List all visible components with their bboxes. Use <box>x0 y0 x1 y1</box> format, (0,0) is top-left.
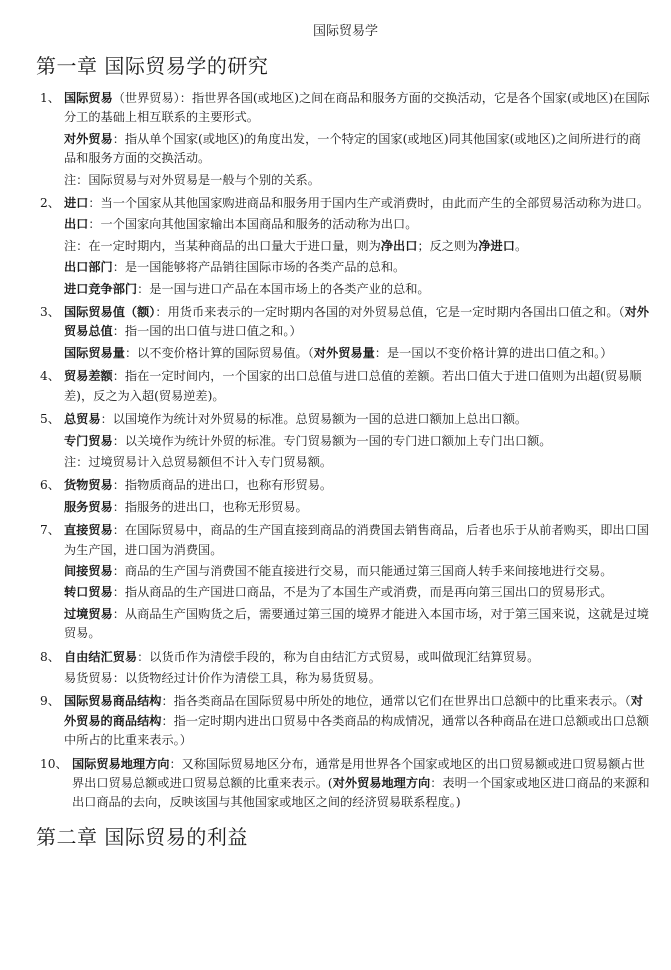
definition: ：又称国际贸易地区分布，通常是用世界各个国家或地区的出口贸易额或进口贸易额占世界出口贸易总额或进口贸易总额的比重来表示。( <box>72 756 645 790</box>
definition: ：是一国能够将产品销往国际市场的各类产品的总和。 <box>112 260 406 275</box>
definition: 易货贸易：以货物经过计价作为清偿工具，称为易货贸易。 <box>64 670 381 685</box>
entry-3 <box>40 303 651 363</box>
entry-number: 3、 <box>40 305 60 320</box>
term: 转口贸易 <box>64 585 113 600</box>
definition: ：表明一个国家或地区进口商品的来源和出口商品的去向，反映该国与其他国家或地区之间的经济贸易联系程度。) <box>72 776 650 810</box>
term: 服务贸易 <box>64 499 113 514</box>
entry-number: 8、 <box>40 649 60 664</box>
definition: ：从商品生产国购货之后，需要通过第三国的境界才能进入本国市场，对于第三国来说，这就是过境贸易。 <box>64 606 649 641</box>
term: 净出口 <box>380 238 418 253</box>
entry-number: 7、 <box>40 523 60 538</box>
running-header: 国际贸易学 <box>312 24 378 39</box>
term: 专门贸易 <box>64 433 113 448</box>
term: 过境贸易 <box>64 606 113 621</box>
note: ；反之则为 <box>417 238 479 253</box>
definition: ：指物质商品的进出口，也称有形贸易。 <box>112 478 333 493</box>
entry-4 <box>40 367 651 406</box>
term: 货物贸易 <box>64 478 113 493</box>
entry-number: 2、 <box>40 196 60 211</box>
entry-8 <box>40 648 651 689</box>
definition: ：指从商品的生产国进口商品，不是为了本国生产或消费，而是再向第三国出口的贸易形式。 <box>112 585 613 600</box>
term: 总贸易 <box>64 412 101 427</box>
definition: ：以不变价格计算的国际贸易值。（ <box>124 345 314 360</box>
entry-9 <box>40 692 651 750</box>
term: 自由结汇贸易 <box>64 649 138 664</box>
definition: ：以国境作为统计对外贸易的标准。总贸易额为一国的总进口额加上总出口额。 <box>100 412 528 427</box>
entry-10 <box>40 755 651 813</box>
note: 注：在一定时期内，当某种商品的出口量大于进口量，则为 <box>64 238 381 253</box>
entry-7 <box>40 521 651 643</box>
term: 对外贸易地理方向 <box>332 776 431 790</box>
term: 对外贸易的商品结构 <box>64 694 643 728</box>
definition: ：以货币作为清偿手段的，称为自由结汇方式贸易，或叫做现汇结算贸易。 <box>137 649 540 664</box>
definition: ：指在一定时间内，一个国家的出口总值与进口总值的差额。若出口值大于进口值则为出超(贸易顺差)，反之为入超(贸易逆差)。 <box>64 369 642 403</box>
entry-number: 10、 <box>40 756 68 771</box>
term: 国际贸易 <box>64 91 113 105</box>
definition: ：在国际贸易中，商品的生产国直接到商品的消费国去销售商品，后者也乐于从前者购买，即出口国为生产国，进口国为消费国。 <box>64 523 649 557</box>
entry-number: 9、 <box>40 694 60 709</box>
definition: ：以关境作为统计外贸的标准。专门贸易额为一国的专门进口额加上专门出口额。 <box>112 433 552 448</box>
definition: ：指各类商品在国际贸易中所处的地位，通常以它们在世界出口总额中的比重来表示。（ <box>161 694 631 709</box>
entry-1 <box>40 89 651 190</box>
definition: ：当一个国家从其他国家购进商品和服务用于国内生产或消费时，由此而产生的全部贸易活动称为进口。 <box>88 196 649 211</box>
term: 间接贸易 <box>64 563 113 578</box>
term: 对外贸易 <box>64 131 113 146</box>
definition: ：指一国的出口值与进口值之和。） <box>112 324 302 339</box>
chapter-title: 第一章 国际贸易学的研究 <box>36 54 269 78</box>
term: 国际贸易值（额） <box>64 305 156 320</box>
term: 进口竞争部门 <box>64 281 138 296</box>
definition: （世界贸易）：指世界各国(或地区)之间在商品和服务方面的交换活动，它是各个国家(或地区)在国际分工的基础上相互联系的主要形式。 <box>64 91 650 125</box>
entry-2 <box>40 194 651 299</box>
entry-6 <box>40 476 651 517</box>
term: 对外贸易量 <box>313 345 375 360</box>
definition: ：用货币来表示的一定时期内各国的对外贸易总值，它是一定时期内各国出口值之和。（ <box>155 305 625 320</box>
entry-number: 6、 <box>40 478 60 493</box>
note: 注：国际贸易与对外贸易是一般与个别的关系。 <box>64 172 320 187</box>
term: 进口 <box>64 196 89 211</box>
term: 直接贸易 <box>64 523 113 538</box>
definition: ：是一国以不变价格计算的进出口值之和。） <box>374 345 613 360</box>
term: 国际贸易商品结构 <box>64 694 162 709</box>
definition: ：一个国家向其他国家输出本国商品和服务的活动称为出口。 <box>88 217 418 232</box>
definition: ：商品的生产国与消费国不能直接进行交易，而只能通过第三国商人转手来间接地进行交易。 <box>112 563 613 578</box>
term: 贸易差额 <box>64 369 113 384</box>
entry-number: 5、 <box>40 412 60 427</box>
entry-number: 4、 <box>40 369 60 384</box>
entry-5 <box>40 410 651 472</box>
term: 出口 <box>64 217 89 232</box>
term: 对外贸易总值 <box>64 305 649 339</box>
chapter-title: 第二章 国际贸易的利益 <box>36 824 248 849</box>
definition: ：指服务的进出口，也称无形贸易。 <box>112 499 308 514</box>
definition: ：指从单个国家(或地区)的角度出发，一个特定的国家(或地区)同其他国家(或地区)之间所进行的商品和服务方面的交换活动。 <box>64 131 641 166</box>
term: 出口部门 <box>64 260 113 275</box>
note: 注：过境贸易计入总贸易额但不计入专门贸易额。 <box>64 454 333 469</box>
definition: ：指一定时期内进出口贸易中各类商品的构成情况，通常以各种商品在进口总额或出口总额中所占的比重来表示。） <box>64 713 649 748</box>
definition: ：是一国与进口产品在本国市场上的各类产业的总和。 <box>137 281 430 296</box>
entry-number: 1、 <box>40 91 60 105</box>
note: 。 <box>514 238 528 253</box>
term: 净进口 <box>478 238 515 253</box>
term: 国际贸易量 <box>64 345 125 360</box>
term: 国际贸易地理方向 <box>72 756 170 771</box>
